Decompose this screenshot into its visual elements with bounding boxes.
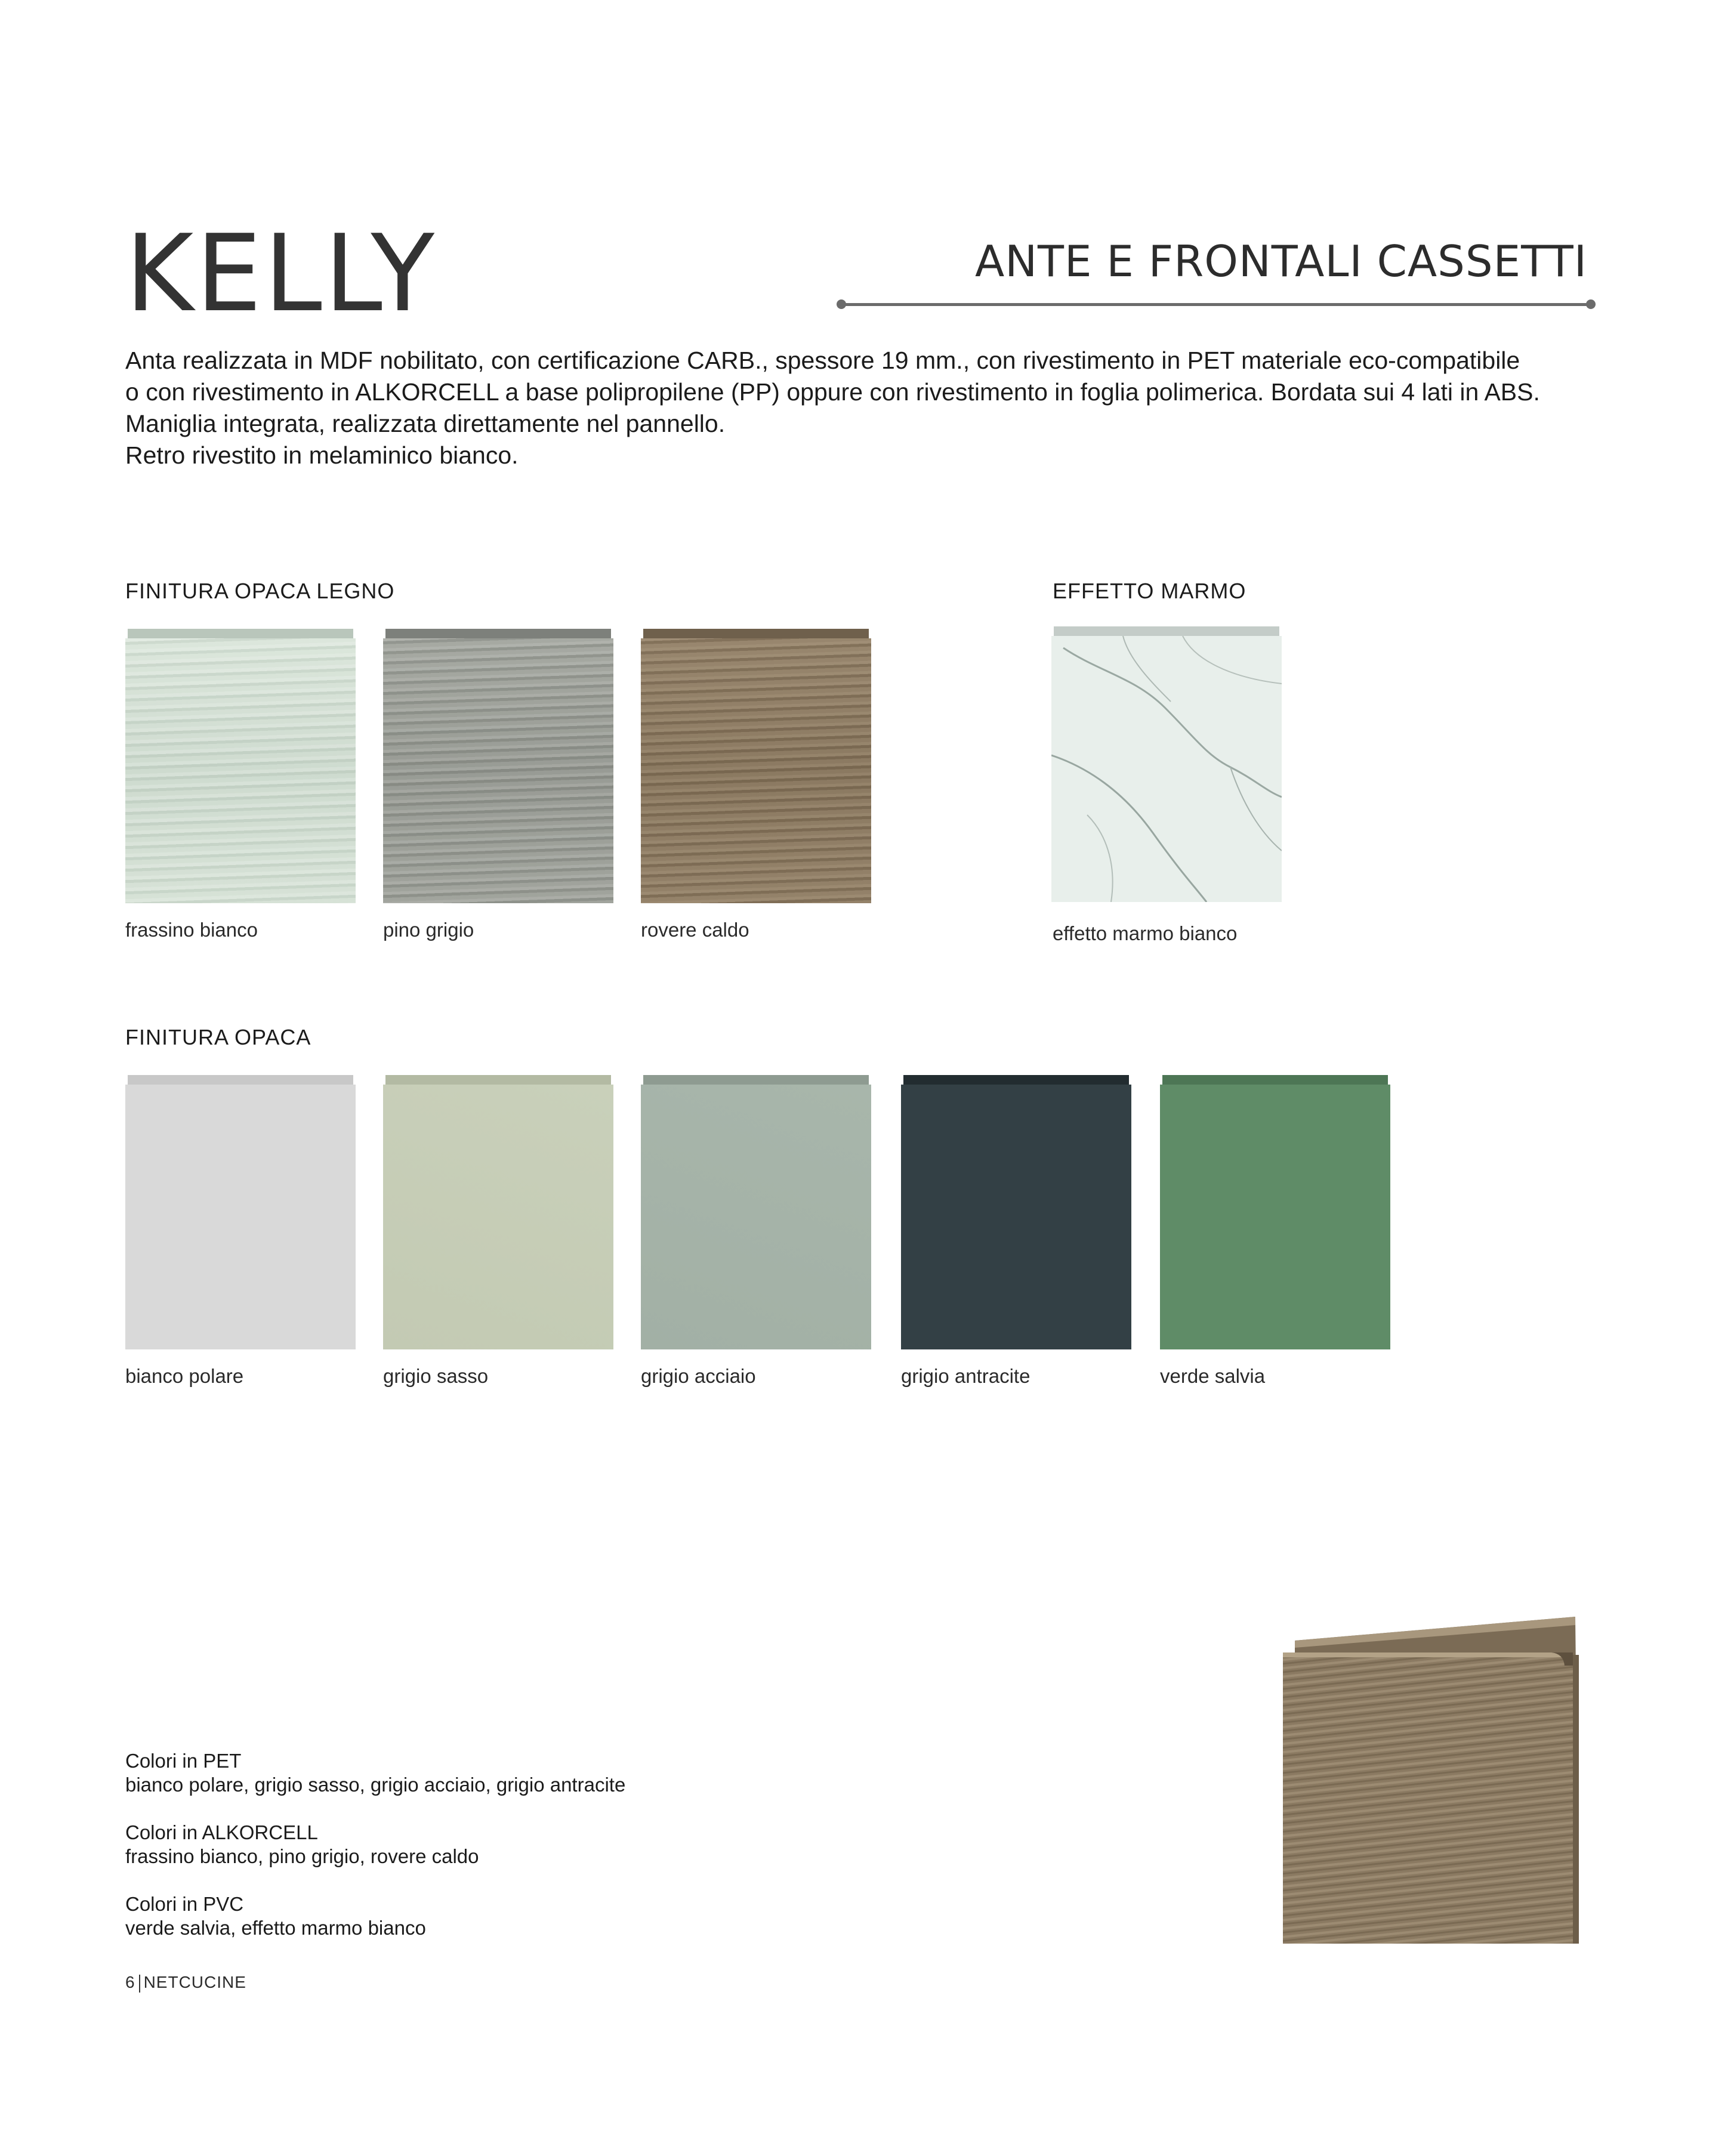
swatch-caption: pino grigio	[383, 919, 474, 941]
swatch-caption: grigio sasso	[383, 1365, 489, 1387]
swatch-pino-grigio[interactable]	[383, 629, 613, 903]
note-text: verde salvia, effetto marmo bianco	[125, 1917, 426, 1939]
swatch-grigio-acciaio[interactable]	[641, 1075, 871, 1349]
marble-texture	[1051, 636, 1282, 902]
header-rule	[840, 303, 1591, 306]
swatch-caption: frassino bianco	[125, 919, 258, 941]
swatch-panel	[641, 1085, 871, 1349]
wood-texture	[383, 638, 613, 903]
section-label-marble: EFFETTO MARMO	[1053, 579, 1246, 603]
marble-veins-icon	[1051, 636, 1282, 902]
footer-separator	[139, 1975, 140, 1993]
rule-dot-left	[837, 299, 846, 309]
swatch-effetto-marmo-bianco[interactable]	[1051, 626, 1282, 902]
section-label-matte: FINITURA OPACA	[125, 1025, 311, 1049]
swatch-caption: grigio antracite	[901, 1365, 1030, 1387]
intro-text	[125, 345, 1617, 471]
swatch-rovere-caldo[interactable]	[641, 629, 871, 903]
swatch-bianco-polare[interactable]	[125, 1075, 356, 1349]
swatch-caption: verde salvia	[1160, 1365, 1266, 1387]
swatch-panel	[1160, 1085, 1390, 1349]
swatch-frassino-bianco[interactable]	[125, 629, 356, 903]
note-pet	[125, 1749, 625, 1797]
note-text: bianco polare, grigio sasso, grigio acciaio, grigio antracite	[125, 1774, 626, 1796]
intro-line: Retro rivestito in melaminico bianco.	[125, 441, 519, 469]
swatch-grigio-antracite[interactable]	[901, 1075, 1131, 1349]
door-sample-image	[1283, 1617, 1581, 1944]
note-pvc	[125, 1892, 625, 1940]
swatch-panel	[901, 1085, 1131, 1349]
swatch-caption: effetto marmo bianco	[1053, 922, 1238, 944]
swatch-panel	[383, 1085, 613, 1349]
intro-line: Maniglia integrata, realizzata direttamente nel pannello.	[125, 410, 726, 437]
section-label-wood: FINITURA OPACA LEGNO	[125, 579, 395, 603]
brand-name: NETCUCINE	[143, 1973, 246, 1991]
note-heading: Colori in ALKORCELL	[125, 1821, 318, 1843]
swatch-panel	[125, 1085, 356, 1349]
swatch-caption: bianco polare	[125, 1365, 244, 1387]
wood-texture	[641, 638, 871, 903]
page-footer	[125, 1973, 246, 1993]
note-heading: Colori in PVC	[125, 1893, 244, 1915]
page-subtitle: ANTE E FRONTALI CASSETTI	[974, 236, 1587, 286]
note-alkorcell	[125, 1821, 625, 1868]
wood-texture	[125, 638, 356, 903]
swatch-grigio-sasso[interactable]	[383, 1075, 613, 1349]
page-title: KELLY	[125, 212, 437, 335]
material-notes	[125, 1749, 625, 1964]
intro-line: o con rivestimento in ALKORCELL a base polipropilene (PP) oppure con rivestimento in foglia polimerica. Bordata sui 4 lati in ABS.	[125, 378, 1540, 406]
note-text: frassino bianco, pino grigio, rovere caldo	[125, 1845, 479, 1867]
swatch-caption: rovere caldo	[641, 919, 749, 941]
note-heading: Colori in PET	[125, 1750, 242, 1772]
page-number: 6	[125, 1973, 135, 1991]
rule-dot-right	[1586, 299, 1596, 309]
swatch-caption: grigio acciaio	[641, 1365, 756, 1387]
swatch-verde-salvia[interactable]	[1160, 1075, 1390, 1349]
intro-line: Anta realizzata in MDF nobilitato, con certificazione CARB., spessore 19 mm., con rivestimento in PET materiale eco-compatibile	[125, 347, 1520, 374]
wood-door-icon	[1283, 1617, 1581, 1944]
